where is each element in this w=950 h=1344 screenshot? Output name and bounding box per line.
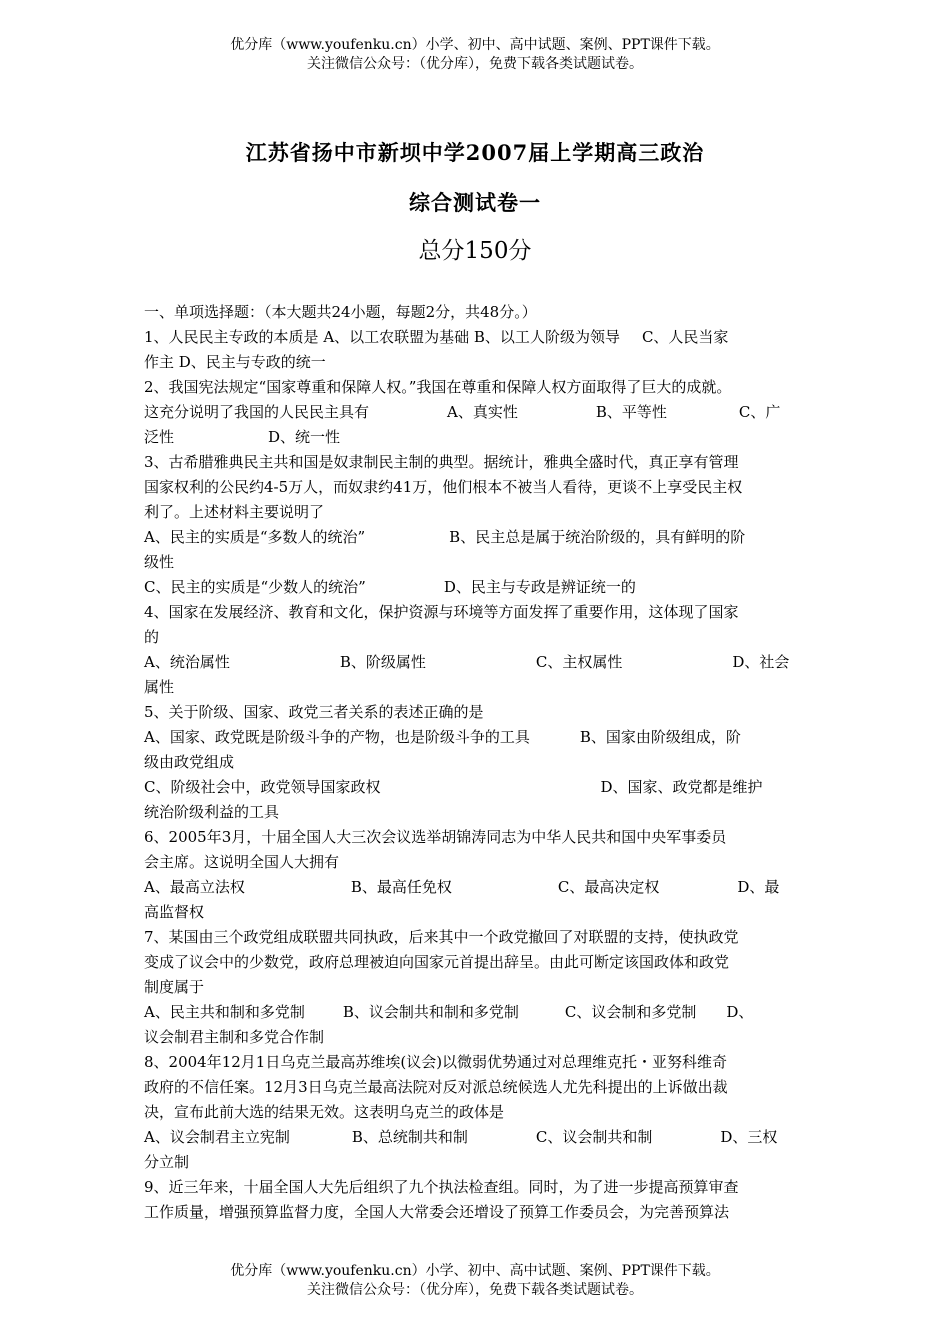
text-segment: 级由政党组成	[144, 753, 235, 771]
text-line	[144, 500, 806, 525]
text-line	[144, 850, 806, 875]
text-line	[144, 1100, 806, 1125]
question-body	[144, 300, 806, 1225]
text-segment: 会主席。这说明全国人大拥有	[144, 853, 340, 871]
exam-title: 江苏省扬中市新坝中学2007届上学期高三政治	[245, 140, 705, 165]
text-segment: A、民主的实质是“多数人的统治”	[144, 528, 366, 546]
text-line	[144, 900, 806, 925]
text-segment: 议会制君主制和多党合作制	[144, 1028, 325, 1046]
text-segment: C、议会制共和制	[535, 1128, 653, 1146]
text-segment: 7、某国由三个政党组成联盟共同执政，后来其中一个政党撤回了对联盟的支持，使执政党	[144, 928, 739, 946]
exam-subtitle: 综合测试卷一	[409, 190, 541, 215]
text-segment: 2、我国宪法规定“国家尊重和保障人权。”我国在尊重和保障人权方面取得了巨大的成就。	[144, 378, 732, 396]
text-segment: C、议会制和多党制	[564, 1003, 697, 1021]
text-segment: 制度属于	[144, 978, 205, 996]
text-line	[144, 1000, 806, 1025]
text-line	[144, 1175, 806, 1200]
page-footer	[0, 1262, 950, 1300]
text-segment: C、阶级社会中，政党领导国家政权	[144, 778, 381, 796]
text-segment: C、人民当家	[641, 328, 729, 346]
text-segment: D、最	[737, 878, 780, 896]
total-score: 总分150分	[418, 238, 532, 264]
text-line	[144, 675, 806, 700]
text-segment: 决，宣布此前大选的结果无效。这表明乌克兰的政体是	[144, 1103, 505, 1121]
header-line-2: 关注微信公众号：（优分库），免费下载各类试题试卷。	[307, 56, 643, 72]
text-line	[144, 575, 806, 600]
text-line	[144, 750, 806, 775]
text-segment: 5、关于阶级、国家、政党三者关系的表述正确的是	[144, 703, 484, 721]
text-segment: A、最高立法权	[144, 878, 245, 896]
text-segment: C、广	[738, 403, 781, 421]
header-line-1: 优分库（www.youfenku.cn）小学、初中、高中试题、案例、PPT课件下载。	[230, 37, 720, 53]
text-segment: A、真实性	[447, 403, 518, 421]
text-segment: B、民主总是属于统治阶级的，具有鲜明的阶	[449, 528, 746, 546]
text-line	[144, 1025, 806, 1050]
text-line	[144, 425, 806, 450]
text-segment: 泛性	[144, 428, 175, 446]
text-segment: D、社会	[732, 653, 790, 671]
text-segment: 的	[144, 628, 160, 646]
text-segment: 利了。上述材料主要说明了	[144, 503, 325, 521]
text-line	[144, 725, 806, 750]
text-segment: A、统治属性	[144, 653, 230, 671]
text-segment: B、议会制共和制和多党制	[342, 1003, 519, 1021]
text-line	[144, 975, 806, 1000]
text-segment: B、阶级属性	[339, 653, 426, 671]
text-segment: 政府的不信任案。12月3日乌克兰最高法院对反对派总统候选人尤先科提出的上诉做出裁	[144, 1078, 728, 1096]
text-line	[144, 400, 806, 425]
text-line	[144, 1125, 806, 1150]
text-segment: 高监督权	[144, 903, 205, 921]
text-segment: 统治阶级利益的工具	[144, 803, 280, 821]
text-segment: B、平等性	[595, 403, 667, 421]
text-line	[144, 825, 806, 850]
text-line	[144, 1050, 806, 1075]
text-line	[144, 925, 806, 950]
text-line	[144, 1075, 806, 1100]
text-line	[144, 475, 806, 500]
text-segment: 属性	[144, 678, 175, 696]
text-segment: 分立制	[144, 1153, 190, 1171]
text-segment: B、总统制共和制	[351, 1128, 468, 1146]
text-segment: 级性	[144, 553, 175, 571]
text-segment: C、民主的实质是“少数人的统治”	[144, 578, 366, 596]
text-line	[144, 325, 806, 350]
text-line	[144, 375, 806, 400]
text-line	[144, 450, 806, 475]
text-segment: D、三权	[720, 1128, 778, 1146]
text-segment: 国家权利的公民约4-5万人，而奴隶约41万，他们根本不被当人看待，更谈不上享受民主权	[144, 478, 743, 496]
text-segment: A、民主共和制和多党制	[144, 1003, 305, 1021]
text-segment: C、主权属性	[535, 653, 623, 671]
text-segment: B、最高任免权	[350, 878, 452, 896]
page-header	[0, 36, 950, 74]
text-segment: 3、古希腊雅典民主共和国是奴隶制民主制的典型。据统计，雅典全盛时代，真正享有管理	[144, 453, 739, 471]
text-segment: 1、人民民主专政的本质是 A、以工农联盟为基础 B、以工人阶级为领导	[144, 328, 620, 346]
text-segment: 工作质量，增强预算监督力度，全国人大常委会还增设了预算工作委员会，为完善预算法	[144, 1203, 730, 1221]
text-segment: B、国家由阶级组成，阶	[579, 728, 741, 746]
text-line	[144, 1150, 806, 1175]
text-segment: 9、近三年来，十届全国人大先后组织了九个执法检查组。同时，为了进一步提高预算审查	[144, 1178, 739, 1196]
text-segment: A、议会制君主立宪制	[144, 1128, 290, 1146]
text-segment: 4、国家在发展经济、教育和文化，保护资源与环境等方面发挥了重要作用，这体现了国家	[144, 603, 739, 621]
section-heading: 一、单项选择题：（本大题共24小题，每题2分，共48分。）	[144, 303, 537, 321]
text-line	[144, 600, 806, 625]
text-segment: 6、2005年3月，十届全国人大三次会议选举胡锦涛同志为中华人民共和国中央军事委员	[144, 828, 727, 846]
text-segment: C、最高决定权	[557, 878, 660, 896]
footer-line-2: 关注微信公众号：（优分库），免费下载各类试题试卷。	[307, 1282, 643, 1298]
text-line	[144, 550, 806, 575]
text-segment: 8、2004年12月1日乌克兰最高苏维埃(议会)以微弱优势通过对总理维克托・亚努科维奇	[144, 1053, 728, 1071]
text-line	[144, 875, 806, 900]
text-segment: D、	[726, 1003, 754, 1021]
text-line	[144, 700, 806, 725]
text-segment: D、民主与专政是辨证统一的	[443, 578, 636, 596]
text-line	[144, 350, 806, 375]
text-line	[144, 1200, 806, 1225]
text-segment: 变成了议会中的少数党，政府总理被迫向国家元首提出辞呈。由此可断定该国政体和政党	[144, 953, 730, 971]
text-segment: D、国家、政党都是维护	[600, 778, 763, 796]
text-segment: A、国家、政党既是阶级斗争的产物，也是阶级斗争的工具	[144, 728, 530, 746]
text-segment: D、统一性	[268, 428, 341, 446]
footer-line-1: 优分库（www.youfenku.cn）小学、初中、高中试题、案例、PPT课件下载。	[230, 1263, 720, 1279]
text-line	[144, 625, 806, 650]
text-segment: 这充分说明了我国的人民民主具有	[144, 403, 370, 421]
text-segment: 作主 D、民主与专政的统一	[144, 353, 326, 371]
text-line	[144, 950, 806, 975]
text-line	[144, 800, 806, 825]
text-line	[144, 775, 806, 800]
text-line	[144, 525, 806, 550]
text-line	[144, 650, 806, 675]
